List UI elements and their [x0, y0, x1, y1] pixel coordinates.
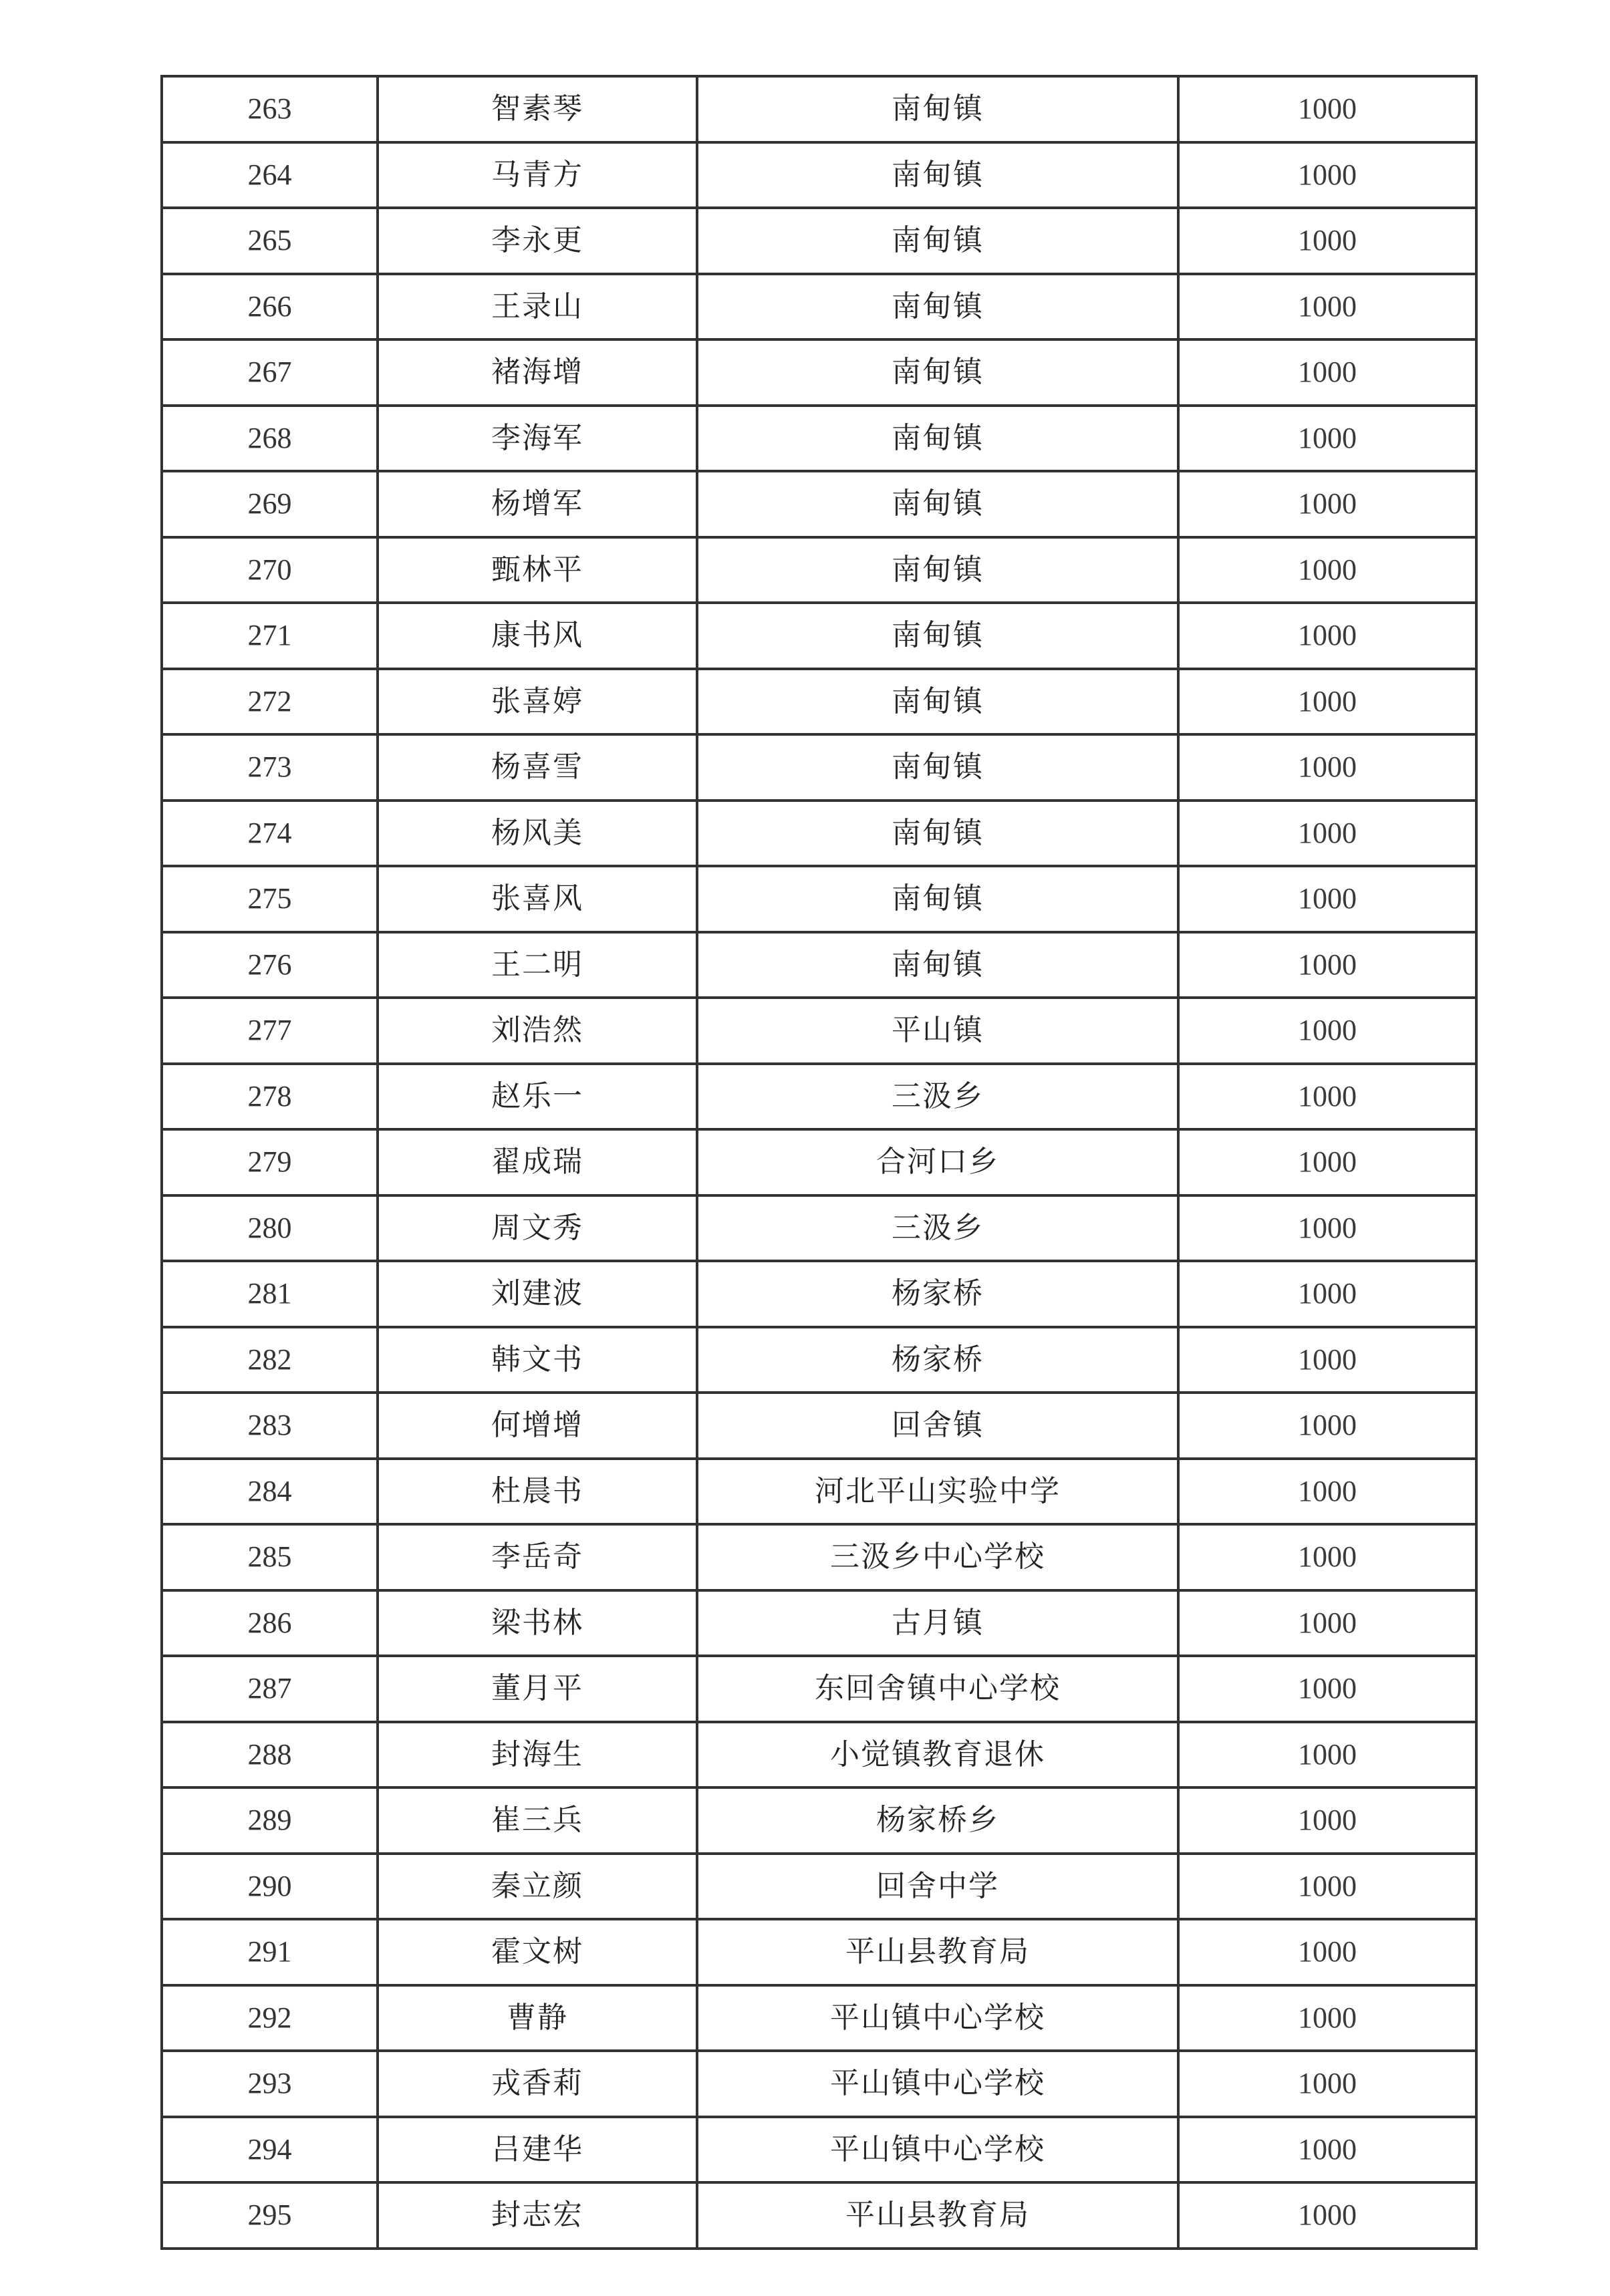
- name-cell: 马青方: [378, 142, 697, 208]
- unit-cell: 南甸镇: [697, 339, 1178, 406]
- row-number-cell: 281: [162, 1261, 378, 1327]
- name-cell: 王二明: [378, 932, 697, 998]
- row-number-cell: 284: [162, 1459, 378, 1525]
- table-row: [162, 537, 1476, 603]
- unit-cell: 杨家桥乡: [697, 1787, 1178, 1854]
- amount-cell: 1000: [1178, 669, 1476, 735]
- amount-cell: 1000: [1178, 2182, 1476, 2249]
- unit-cell: 南甸镇: [697, 801, 1178, 867]
- unit-cell: 平山镇中心学校: [697, 2117, 1178, 2183]
- name-cell: 何增增: [378, 1393, 697, 1459]
- unit-cell: 南甸镇: [697, 932, 1178, 998]
- name-cell: 曹静: [378, 1985, 697, 2051]
- row-number-cell: 285: [162, 1524, 378, 1590]
- table-row: [162, 1919, 1476, 1985]
- amount-cell: 1000: [1178, 801, 1476, 867]
- unit-cell: 南甸镇: [697, 734, 1178, 801]
- table-row: [162, 208, 1476, 274]
- unit-cell: 合河口乡: [697, 1129, 1178, 1195]
- row-number-cell: 264: [162, 142, 378, 208]
- amount-cell: 1000: [1178, 339, 1476, 406]
- row-number-cell: 273: [162, 734, 378, 801]
- amount-cell: 1000: [1178, 406, 1476, 472]
- amount-cell: 1000: [1178, 1787, 1476, 1854]
- row-number-cell: 271: [162, 603, 378, 669]
- amount-cell: 1000: [1178, 734, 1476, 801]
- roster-table: [160, 75, 1478, 2250]
- table-row: [162, 932, 1476, 998]
- table-row: [162, 866, 1476, 932]
- table-row: [162, 1722, 1476, 1788]
- name-cell: 崔三兵: [378, 1787, 697, 1854]
- unit-cell: 南甸镇: [697, 603, 1178, 669]
- amount-cell: 1000: [1178, 1985, 1476, 2051]
- amount-cell: 1000: [1178, 1064, 1476, 1130]
- table-row: [162, 406, 1476, 472]
- row-number-cell: 282: [162, 1327, 378, 1393]
- amount-cell: 1000: [1178, 1524, 1476, 1590]
- amount-cell: 1000: [1178, 603, 1476, 669]
- name-cell: 张喜婷: [378, 669, 697, 735]
- table-row: [162, 1129, 1476, 1195]
- unit-cell: 三汲乡: [697, 1195, 1178, 1262]
- unit-cell: 杨家桥: [697, 1261, 1178, 1327]
- row-number-cell: 276: [162, 932, 378, 998]
- amount-cell: 1000: [1178, 1854, 1476, 1920]
- amount-cell: 1000: [1178, 1261, 1476, 1327]
- name-cell: 吕建华: [378, 2117, 697, 2183]
- row-number-cell: 290: [162, 1854, 378, 1920]
- amount-cell: 1000: [1178, 537, 1476, 603]
- row-number-cell: 267: [162, 339, 378, 406]
- row-number-cell: 286: [162, 1590, 378, 1657]
- name-cell: 康书风: [378, 603, 697, 669]
- name-cell: 甄林平: [378, 537, 697, 603]
- table-row: [162, 1261, 1476, 1327]
- table-row: [162, 471, 1476, 537]
- name-cell: 智素琴: [378, 76, 697, 142]
- unit-cell: 小觉镇教育退休: [697, 1722, 1178, 1788]
- name-cell: 李海军: [378, 406, 697, 472]
- amount-cell: 1000: [1178, 1459, 1476, 1525]
- amount-cell: 1000: [1178, 1656, 1476, 1722]
- amount-cell: 1000: [1178, 932, 1476, 998]
- name-cell: 刘建波: [378, 1261, 697, 1327]
- unit-cell: 三汲乡中心学校: [697, 1524, 1178, 1590]
- row-number-cell: 266: [162, 274, 378, 340]
- table-row: [162, 1656, 1476, 1722]
- row-number-cell: 293: [162, 2051, 378, 2117]
- name-cell: 秦立颜: [378, 1854, 697, 1920]
- table-row: [162, 2051, 1476, 2117]
- name-cell: 翟成瑞: [378, 1129, 697, 1195]
- unit-cell: 三汲乡: [697, 1064, 1178, 1130]
- table-row: [162, 1985, 1476, 2051]
- amount-cell: 1000: [1178, 2051, 1476, 2117]
- document-page: [160, 75, 1475, 2250]
- table-row: [162, 1590, 1476, 1657]
- table-row: [162, 142, 1476, 208]
- table-row: [162, 998, 1476, 1064]
- table-row: [162, 76, 1476, 142]
- unit-cell: 东回舍镇中心学校: [697, 1656, 1178, 1722]
- row-number-cell: 263: [162, 76, 378, 142]
- name-cell: 韩文书: [378, 1327, 697, 1393]
- row-number-cell: 274: [162, 801, 378, 867]
- row-number-cell: 275: [162, 866, 378, 932]
- amount-cell: 1000: [1178, 2117, 1476, 2183]
- table-row: [162, 1854, 1476, 1920]
- unit-cell: 古月镇: [697, 1590, 1178, 1657]
- unit-cell: 南甸镇: [697, 274, 1178, 340]
- name-cell: 杨风美: [378, 801, 697, 867]
- table-row: [162, 1064, 1476, 1130]
- row-number-cell: 272: [162, 669, 378, 735]
- amount-cell: 1000: [1178, 142, 1476, 208]
- unit-cell: 南甸镇: [697, 142, 1178, 208]
- table-row: [162, 1787, 1476, 1854]
- name-cell: 赵乐一: [378, 1064, 697, 1130]
- amount-cell: 1000: [1178, 1919, 1476, 1985]
- name-cell: 王录山: [378, 274, 697, 340]
- unit-cell: 平山县教育局: [697, 1919, 1178, 1985]
- unit-cell: 回舍镇: [697, 1393, 1178, 1459]
- table-row: [162, 801, 1476, 867]
- unit-cell: 南甸镇: [697, 866, 1178, 932]
- unit-cell: 回舍中学: [697, 1854, 1178, 1920]
- unit-cell: 南甸镇: [697, 76, 1178, 142]
- name-cell: 戎香莉: [378, 2051, 697, 2117]
- row-number-cell: 268: [162, 406, 378, 472]
- unit-cell: 平山县教育局: [697, 2182, 1178, 2249]
- table-row: [162, 734, 1476, 801]
- unit-cell: 平山镇: [697, 998, 1178, 1064]
- unit-cell: 南甸镇: [697, 406, 1178, 472]
- row-number-cell: 289: [162, 1787, 378, 1854]
- row-number-cell: 279: [162, 1129, 378, 1195]
- row-number-cell: 277: [162, 998, 378, 1064]
- amount-cell: 1000: [1178, 471, 1476, 537]
- row-number-cell: 291: [162, 1919, 378, 1985]
- name-cell: 张喜风: [378, 866, 697, 932]
- table-row: [162, 669, 1476, 735]
- amount-cell: 1000: [1178, 866, 1476, 932]
- name-cell: 杨喜雪: [378, 734, 697, 801]
- roster-table-body: [162, 76, 1476, 2249]
- name-cell: 封志宏: [378, 2182, 697, 2249]
- table-row: [162, 2117, 1476, 2183]
- row-number-cell: 295: [162, 2182, 378, 2249]
- name-cell: 霍文树: [378, 1919, 697, 1985]
- unit-cell: 南甸镇: [697, 669, 1178, 735]
- amount-cell: 1000: [1178, 1722, 1476, 1788]
- table-row: [162, 2182, 1476, 2249]
- name-cell: 褚海增: [378, 339, 697, 406]
- amount-cell: 1000: [1178, 76, 1476, 142]
- name-cell: 李永更: [378, 208, 697, 274]
- amount-cell: 1000: [1178, 1129, 1476, 1195]
- row-number-cell: 269: [162, 471, 378, 537]
- table-row: [162, 1393, 1476, 1459]
- amount-cell: 1000: [1178, 998, 1476, 1064]
- name-cell: 董月平: [378, 1656, 697, 1722]
- row-number-cell: 270: [162, 537, 378, 603]
- unit-cell: 南甸镇: [697, 537, 1178, 603]
- row-number-cell: 288: [162, 1722, 378, 1788]
- row-number-cell: 294: [162, 2117, 378, 2183]
- row-number-cell: 287: [162, 1656, 378, 1722]
- table-row: [162, 1327, 1476, 1393]
- unit-cell: 平山镇中心学校: [697, 1985, 1178, 2051]
- name-cell: 刘浩然: [378, 998, 697, 1064]
- amount-cell: 1000: [1178, 1590, 1476, 1657]
- table-row: [162, 1459, 1476, 1525]
- row-number-cell: 280: [162, 1195, 378, 1262]
- row-number-cell: 278: [162, 1064, 378, 1130]
- amount-cell: 1000: [1178, 1195, 1476, 1262]
- unit-cell: 杨家桥: [697, 1327, 1178, 1393]
- table-row: [162, 1524, 1476, 1590]
- name-cell: 周文秀: [378, 1195, 697, 1262]
- amount-cell: 1000: [1178, 1327, 1476, 1393]
- row-number-cell: 292: [162, 1985, 378, 2051]
- table-row: [162, 603, 1476, 669]
- table-row: [162, 1195, 1476, 1262]
- unit-cell: 河北平山实验中学: [697, 1459, 1178, 1525]
- name-cell: 杨增军: [378, 471, 697, 537]
- unit-cell: 南甸镇: [697, 471, 1178, 537]
- row-number-cell: 265: [162, 208, 378, 274]
- name-cell: 杜晨书: [378, 1459, 697, 1525]
- unit-cell: 南甸镇: [697, 208, 1178, 274]
- table-row: [162, 339, 1476, 406]
- name-cell: 李岳奇: [378, 1524, 697, 1590]
- name-cell: 封海生: [378, 1722, 697, 1788]
- amount-cell: 1000: [1178, 208, 1476, 274]
- name-cell: 梁书林: [378, 1590, 697, 1657]
- amount-cell: 1000: [1178, 274, 1476, 340]
- table-row: [162, 274, 1476, 340]
- unit-cell: 平山镇中心学校: [697, 2051, 1178, 2117]
- row-number-cell: 283: [162, 1393, 378, 1459]
- amount-cell: 1000: [1178, 1393, 1476, 1459]
